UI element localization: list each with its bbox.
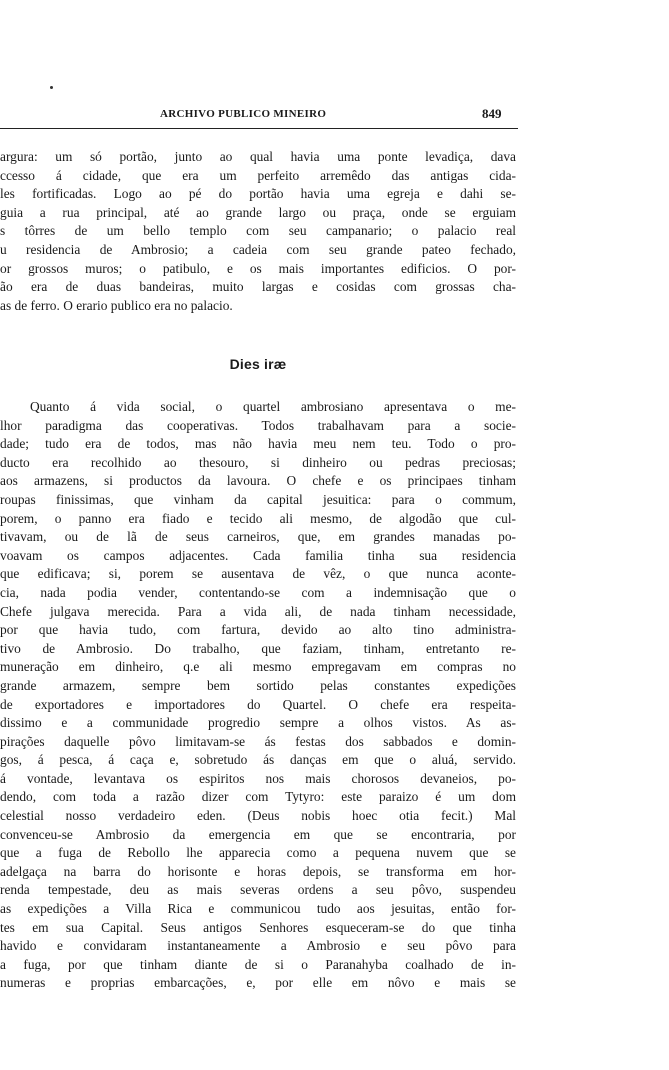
text-line: Quanto á vida social, o quartel ambrosiano apresentava o me-	[30, 399, 516, 414]
text-line: dendo, com toda a razão dizer com Tytyro: este paraizo é um dom	[0, 789, 516, 805]
text-line: que a fuga de Rebollo lhe apparecia como a pequena nuvem que se	[0, 845, 516, 861]
text-line: tivavam, ou de lã de seus carneiros, que, em grandes manadas po-	[0, 529, 516, 545]
text-line: u residencia de Ambrosio; a cadeia com seu grande pateo fechado,	[0, 241, 516, 257]
text-line: dissimo e a communidade progredio sempre a olhos vistos. As as-	[0, 715, 516, 731]
running-head	[0, 108, 669, 128]
text-line: aos armazens, si productos da lavoura. O chefe e os principaes tinham	[0, 473, 516, 489]
text-line: adelgaça na barra do horisonte e horas depois, se transforma em hor-	[0, 863, 516, 879]
text-line: as de ferro. O erario publico era no palacio.	[0, 297, 233, 313]
text-line: pirações daquelle pôvo limitavam-se ás festas dos sabbados e domin-	[0, 733, 516, 749]
text-line: por que havia tudo, com fartura, devido ao alto tino administra-	[0, 622, 516, 638]
print-speck	[50, 86, 53, 89]
text-line: cia, nada podia vender, contentando-se com a indemnisação que o	[0, 584, 516, 600]
text-line: Chefe julgava merecida. Para a vida ali, de nada tinham necessidade,	[0, 603, 516, 619]
text-line: á vontade, levantava os espiritos nos mais chorosos devaneios, po-	[0, 770, 516, 786]
text-line: as expedições a Villa Rica e communicou tudo aos jesuitas, então for-	[0, 901, 516, 917]
header-rule	[0, 128, 518, 129]
text-line: porem, o panno era fiado e tecido ali mesmo, de algodão que cul-	[0, 510, 516, 526]
text-line: voavam os campos adjacentes. Cada familia tinha sua residencia	[0, 547, 516, 563]
page-number: 849	[482, 106, 502, 121]
text-line: a fuga, por que tinham diante de si o Paranahyba coalhado de in-	[0, 956, 516, 972]
text-line: lhor paradigma das cooperativas. Todos trabalhavam para a socie-	[0, 417, 516, 433]
text-line: ducto era recolhido ao thesouro, si dinheiro ou pedras preciosas;	[0, 454, 516, 470]
text-line: tivo de Ambrosio. Do trabalho, que faziam, tinham, entretanto re-	[0, 640, 516, 656]
text-line: de exportadores e importadores do Quartel. O chefe era respeita-	[0, 696, 516, 712]
text-line: ccesso á cidade, que era um perfeito arremêdo das antigas cida-	[0, 167, 516, 183]
text-line: grande armazem, sempre bem sortido pelas constantes expedições	[0, 677, 516, 693]
text-line: guia a rua principal, até ao grande largo ou praça, onde se erguiam	[0, 204, 516, 220]
text-line: muneração em dinheiro, q.e ali mesmo empregavam em compras no	[0, 659, 516, 675]
text-line: renda tempestade, deu as mais severas ordens a seu pôvo, suspendeu	[0, 882, 516, 898]
text-line: roupas finissimas, que vinham da capital jesuitica: para o commum,	[0, 491, 516, 507]
text-line: havido e convidaram instantaneamente a Ambrosio e seu pôvo para	[0, 938, 516, 954]
text-line: numeras e proprias embarcações, e, por elle em nôvo e mais se	[0, 975, 516, 991]
text-line: celestial nosso verdadeiro eden. (Deus nobis hoec otia fecit.) Mal	[0, 808, 516, 824]
paragraph-social-life	[0, 398, 516, 993]
text-line: s tôrres de um bello templo com seu campanario; o palacio real	[0, 223, 516, 239]
text-line: or grossos muros; o patibulo, e os mais importantes edificios. O por-	[0, 260, 516, 276]
paragraph-city-description	[0, 148, 516, 315]
text-line: tes em sua Capital. Seus antigos Senhores esqueceram-se do que tinha	[0, 919, 516, 935]
text-line: argura: um só portão, junto ao qual havia uma ponte levadiça, dava	[0, 149, 516, 164]
text-line: gos, á pesca, á caça e, sobretudo ás danças em que o aluá, servido.	[0, 752, 516, 768]
text-line: que edificava; si, porem se ausentava de vêz, o que nunca aconte-	[0, 566, 516, 582]
text-line: les fortificadas. Logo ao pé do portão havia uma egreja e dahi se-	[0, 186, 516, 202]
text-line: dade; tudo era de todos, mas não havia meu nem teu. Todo o pro-	[0, 436, 516, 452]
running-title: ARCHIVO PUBLICO MINEIRO	[160, 108, 327, 120]
text-line: convenceu-se Ambrosio da emergencia em que se encontraria, por	[0, 826, 516, 842]
text-line: ão era de duas bandeiras, muito largas e cosidas com grossas cha-	[0, 279, 516, 295]
section-heading: Dies iræ	[229, 356, 287, 372]
